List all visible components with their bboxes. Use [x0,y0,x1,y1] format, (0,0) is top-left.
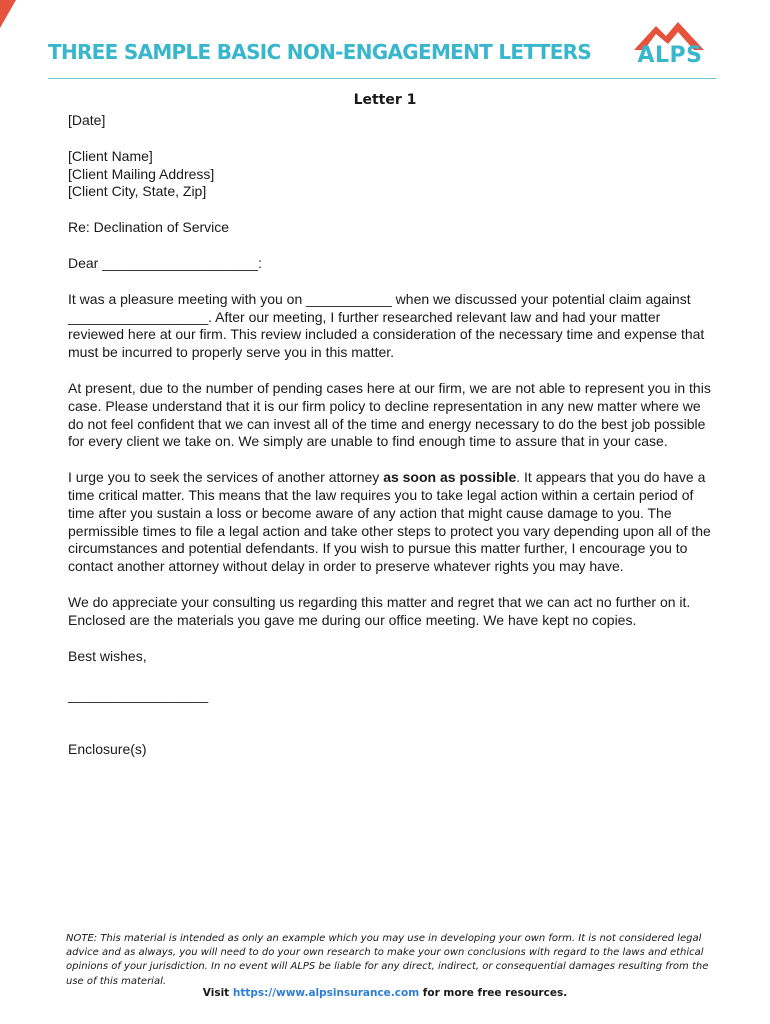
paragraph-4: We do appreciate your consulting us regarding this matter and regret that we can act no further on it. Enclosed are the materials you gave me during our office meeting. We have kept no copies. [68,593,691,628]
visit-line [0,987,770,999]
client-address: [Client Mailing Address] [68,165,215,182]
client-city: [Client City, State, Zip] [68,183,207,200]
paragraph-3-start: I urge you to seek the services of another attorney [68,469,384,486]
enclosure: Enclosure(s) [68,741,147,758]
re-line: Re: Declination of Service [68,219,230,236]
paragraph-3-end: . It appears that you do have a time critical matter. This means that the law requires you to take legal action within a certain period of time after you sustain a loss or become aware of any action that might cause damage to you. The permissible times to file a legal action and take other steps to protect you vary depending upon all of the circumstances and potential defendants. If you wish to pursue this matter further, I encourage you to contact another attorney without delay in order to preserve whatever rights you may have. [68,469,711,575]
page-title: THREE SAMPLE BASIC NON-ENGAGEMENT LETTERS [48,40,592,64]
salutation: Dear ____________________: [68,254,262,271]
client-name: [Client Name] [68,147,153,164]
website-link[interactable]: https://www.alpsinsurance.com [232,987,420,999]
visit-suffix: for more free resources. [419,987,568,999]
date-placeholder: [Date] [68,112,106,128]
letter-body [68,112,718,759]
visit-prefix: Visit [202,987,233,999]
corner-accent [0,0,16,28]
paragraph-1: It was a pleasure meeting with you on ___________ when we discussed your potential claim against __________________. After our meeting, I further researched relevant law and had your matter reviewed here at our firm. This review included a consideration of the necessary time and expense that must be incurred to properly serve you in this matter. [68,290,705,361]
emphasis-text: as soon as possible [383,469,517,486]
closing: Best wishes, [68,647,147,664]
header-divider [48,78,716,79]
paragraph-2: At present, due to the number of pending cases here at our firm, we are not able to represent you in this case. Please understand that it is our firm policy to decline representation in any new matter where we do not feel confident that we can invest all of the time and energy necessary to do the best job possible for every client we take on. We simply are unable to find enough time to assure that in your case. [68,379,711,450]
signature-line: __________________ [68,687,209,704]
alps-logo-text: ALPS [637,43,703,68]
letter-heading: Letter 1 [353,92,417,108]
disclaimer-note: NOTE: This material is intended as only an example which you may use in developing your own form. It is not considered legal advice and as always, you will need to do your own research to make your own conclusions with regard to the laws and ethical opinions of your jurisdiction. In no event will ALPS be liable for any direct, indirect, or consequential damages resulting from the use of this material. [66,933,709,987]
paragraph-3 [68,469,718,576]
